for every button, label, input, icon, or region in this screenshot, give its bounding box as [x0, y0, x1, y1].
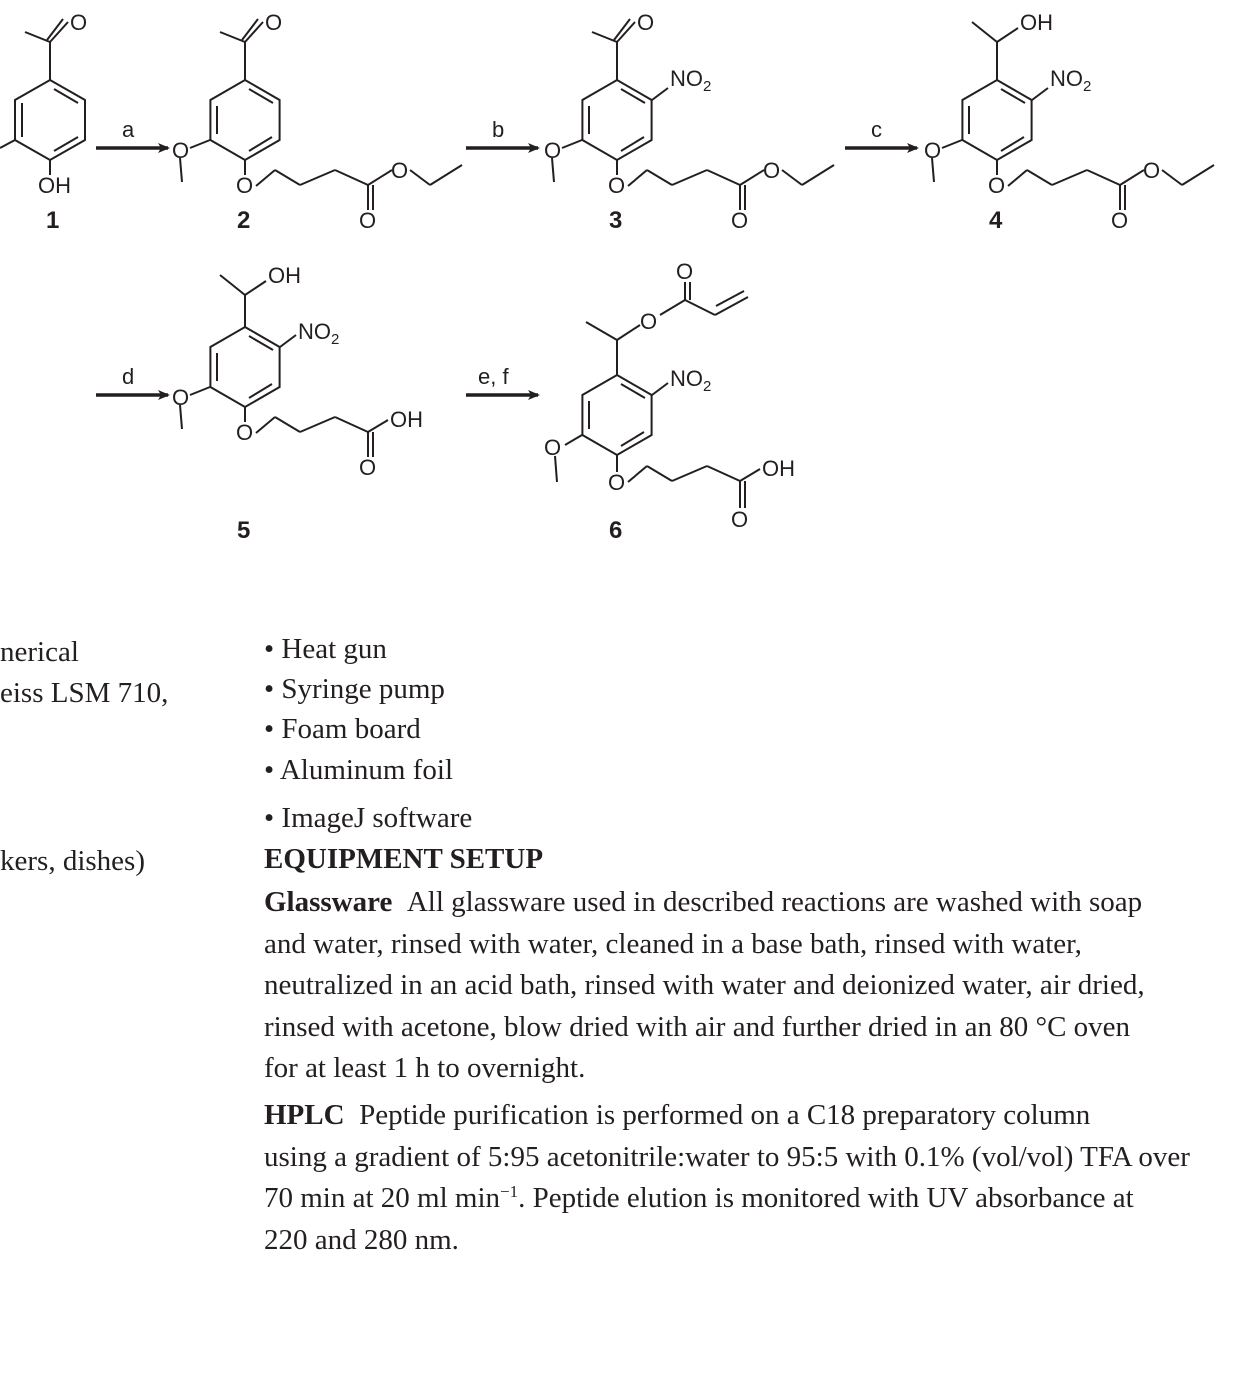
reagent-label: e, f — [478, 364, 509, 389]
atom-label: O — [172, 385, 190, 410]
svg-text:NO2 — [298, 319, 339, 348]
compound-1 — [0, 19, 85, 175]
nitro-label: NO — [298, 319, 331, 344]
atom-label: O — [1111, 208, 1129, 233]
atom-label: O — [731, 208, 749, 233]
atom-label: O — [236, 420, 254, 445]
atom-label: O — [731, 507, 749, 532]
atom-label: O — [359, 208, 377, 233]
atom-label: O — [676, 259, 694, 284]
synthesis-scheme — [0, 0, 1241, 560]
reagent-label: b — [492, 117, 505, 142]
compound-number: 3 — [609, 207, 623, 234]
hplc-term: HPLC — [264, 1099, 345, 1131]
atom-label: O — [391, 158, 409, 183]
atom-label: OH — [762, 456, 795, 481]
atom-label: O — [637, 10, 655, 35]
nitro-label: NO — [670, 366, 703, 391]
atom-label: O — [608, 470, 626, 495]
compound-3 — [552, 19, 834, 210]
atom-label: O — [763, 158, 781, 183]
compound-number: 1 — [46, 207, 60, 234]
reagent-label: c — [871, 117, 882, 142]
reagent-label: a — [122, 117, 135, 142]
atom-label: OH — [390, 407, 423, 432]
svg-text:NO2 — [670, 366, 711, 395]
atom-label: O — [265, 10, 283, 35]
atom-label: OH — [268, 263, 301, 288]
equipment-list-item: • Aluminum foil — [264, 754, 454, 786]
atom-label: O — [544, 435, 562, 460]
hplc-paragraph: HPLC Peptide purification is performed on a C18 preparatory column using a gradient of 5:95 acetonitrile:water to 95:5 with 0.1% (vol/vol) TFA over 70 min at 20 ml $\min^{-1}$. Peptide elution is monitored with UV absorbance at 220 and 280 nm. — [264, 1099, 1190, 1256]
compound-5 — [180, 275, 388, 457]
equipment-list-item: • Syringe pump — [264, 673, 445, 705]
equipment-list-item: • ImageJ software — [264, 802, 473, 834]
atom-label: O — [640, 309, 658, 334]
atom-label: O — [1143, 158, 1161, 183]
left-column-fragment: eiss LSM 710, — [0, 677, 169, 709]
compound-2 — [180, 19, 462, 210]
atom-label: OH — [38, 173, 71, 198]
nitro-subscript: 2 — [703, 378, 712, 395]
nitro-subscript: 2 — [331, 331, 340, 348]
compound-6 — [555, 282, 760, 508]
compound-number: 2 — [237, 207, 251, 234]
glassware-term: Glassware — [264, 886, 393, 918]
equipment-list-item: • Heat gun — [264, 633, 387, 665]
atom-label: O — [236, 173, 254, 198]
atom-label: OH — [1020, 10, 1053, 35]
section-heading: EQUIPMENT SETUP — [264, 843, 544, 875]
svg-text:NO2 — [670, 66, 711, 95]
compound-4 — [932, 22, 1214, 210]
atom-label: O — [544, 138, 562, 163]
compound-number: 4 — [989, 207, 1003, 234]
left-column-fragment: nerical — [0, 636, 79, 668]
nitro-label: NO — [1050, 66, 1083, 91]
nitro-label: NO — [670, 66, 703, 91]
atom-label: O — [70, 10, 88, 35]
atom-label: O — [359, 455, 377, 480]
nitro-subscript: 2 — [703, 78, 712, 95]
compound-number: 6 — [609, 517, 623, 544]
atom-label: O — [608, 173, 626, 198]
atom-label: O — [172, 138, 190, 163]
nitro-subscript: 2 — [1083, 78, 1092, 95]
left-column-fragment: kers, dishes) — [0, 845, 145, 877]
reagent-label: d — [122, 364, 135, 389]
compound-number: 5 — [237, 517, 251, 544]
atom-label: O — [988, 173, 1006, 198]
equipment-list-item: • Foam board — [264, 713, 421, 745]
atom-label: O — [924, 138, 942, 163]
glassware-paragraph: Glassware All glassware used in described reactions are washed with soap and water, rinsed with water, cleaned in a base bath, rinsed with water, neutralized in an acid bath, rinsed with water and deionized water, air dried, rinsed with acetone, blow dried with air and further dried in an 80 °C oven for at least 1 h to overnight. — [264, 886, 1145, 1084]
svg-text:NO2 — [1050, 66, 1091, 95]
